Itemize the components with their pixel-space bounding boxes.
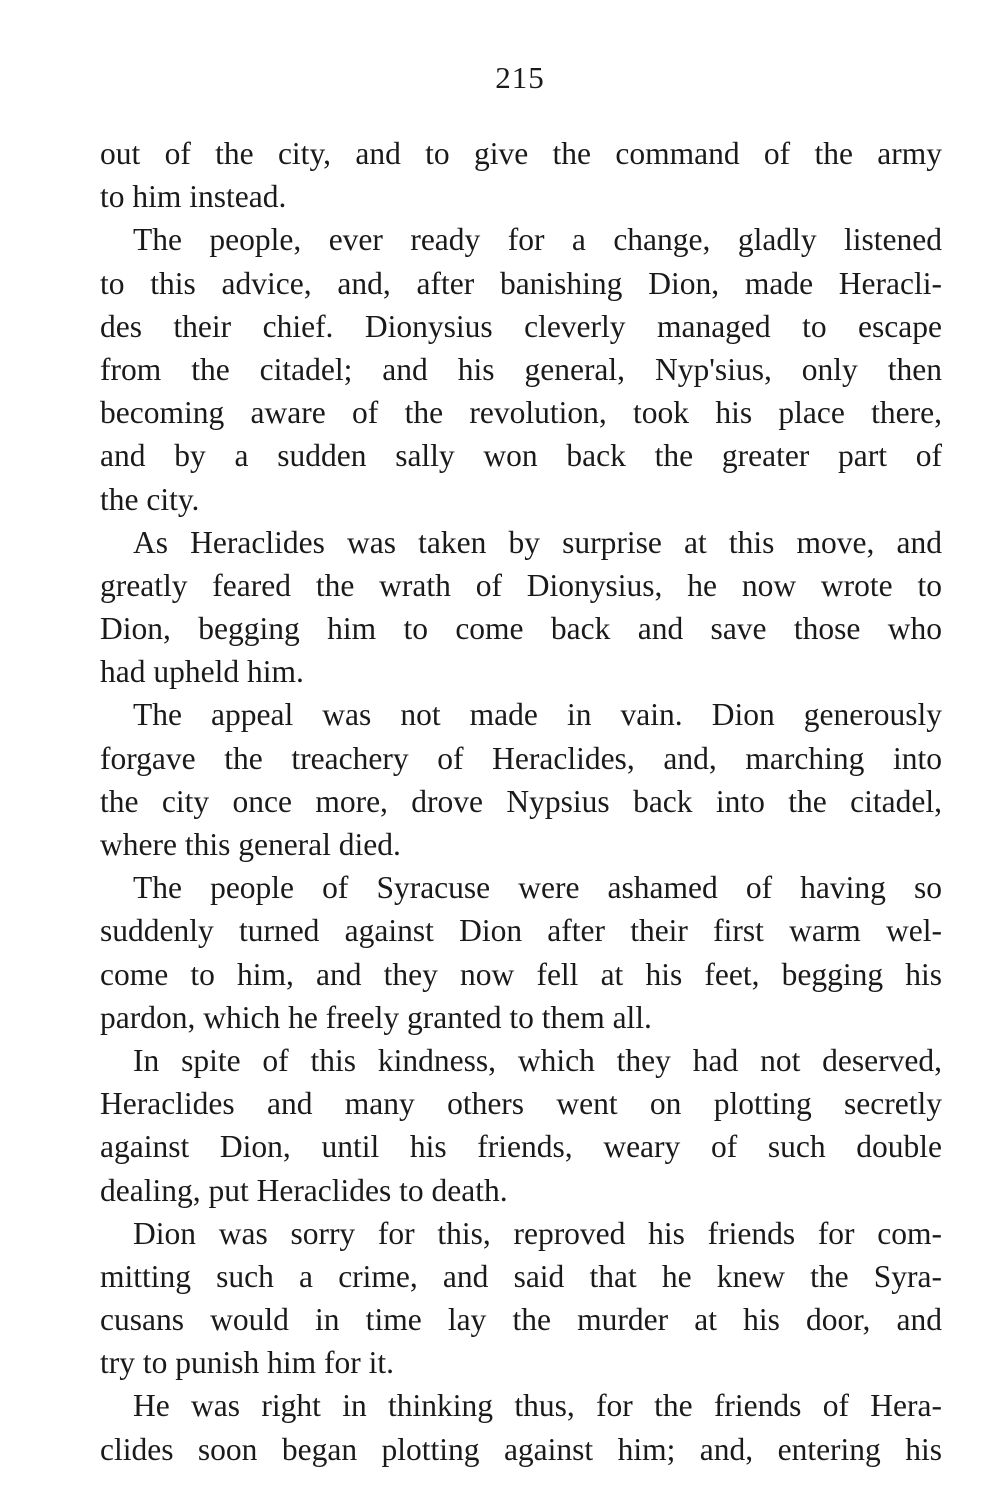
text-line: des their chief. Dionysius cleverly managed to escape [100,308,942,344]
text-line: out of the city, and to give the command of the army [100,136,942,171]
text-line: Dion, begging him to come back and save those who [100,611,942,647]
text-line: greatly feared the wrath of Dionysius, he now wrote to [100,567,942,603]
text-line: from the citadel; and his general, Nyp'sius, only then [100,351,942,387]
text-line: He was right in thinking thus, for the friends of Hera- [133,1388,942,1424]
body-text [100,132,942,1471]
text-line: The appeal was not made in vain. Dion generously [133,697,942,733]
text-line: The people, ever ready for a change, gladly listened [133,222,942,258]
text-line: come to him, and they now fell at his feet, begging his [100,956,942,992]
text-line: becoming aware of the revolution, took his place there, [100,395,942,431]
text-line: suddenly turned against Dion after their first warm wel- [100,913,942,949]
text-line: pardon, which he freely granted to them all. [100,999,652,1035]
text-line: the city. [100,481,200,517]
text-line: The people of Syracuse were ashamed of having so [133,870,942,906]
text-line: forgave the treachery of Heraclides, and, marching into [100,740,942,776]
text-line: the city once more, drove Nypsius back into the citadel, [100,783,942,819]
text-line: try to punish him for it. [100,1345,394,1381]
text-line: Heraclides and many others went on plotting secretly [100,1086,942,1122]
text-line: As Heraclides was taken by surprise at this move, and [133,524,942,560]
text-line: to this advice, and, after banishing Dion, made Heracli- [100,265,942,301]
text-line: mitting such a crime, and said that he knew the Syra- [100,1258,942,1294]
text-line: clides soon began plotting against him; and, entering his [100,1431,942,1467]
text-line: had upheld him. [100,654,304,690]
text-line: and by a sudden sally won back the greater part of [100,438,942,474]
text-line: where this general died. [100,827,401,862]
page-number: 215 [495,60,545,95]
text-line: In spite of this kindness, which they had not deserved, [133,1042,942,1078]
text-line: dealing, put Heraclides to death. [100,1172,508,1208]
text-line: to him instead. [100,179,287,215]
text-line: against Dion, until his friends, weary of such double [100,1129,942,1165]
text-line: Dion was sorry for this, reproved his friends for com- [133,1215,942,1251]
text-line: cusans would in time lay the murder at his door, and [100,1302,942,1338]
